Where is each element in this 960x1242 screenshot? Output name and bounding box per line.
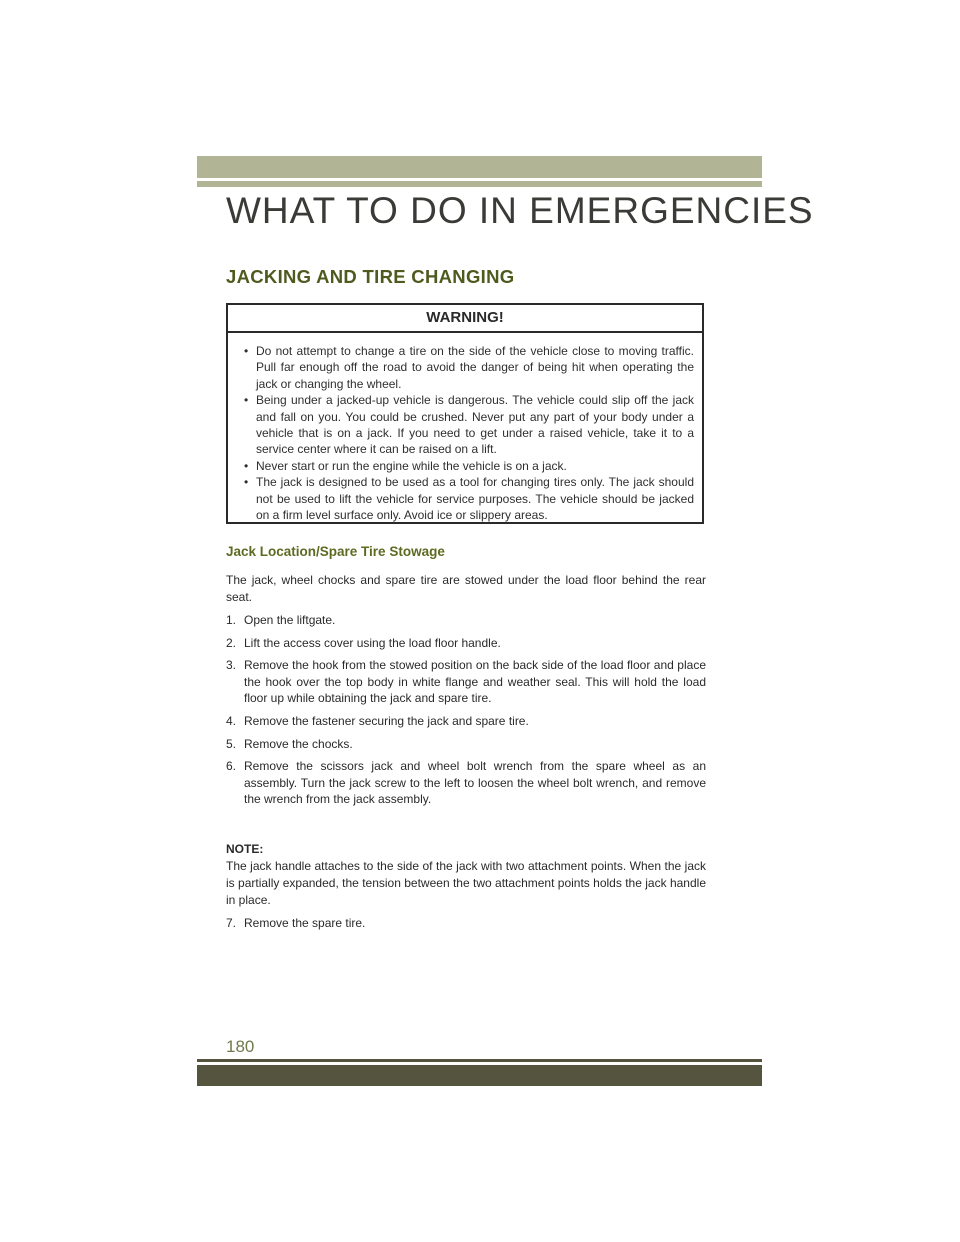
warning-list: [228, 333, 702, 523]
step-item: [226, 758, 706, 808]
step-number: 3.: [226, 658, 237, 673]
note-label: NOTE:: [226, 842, 264, 856]
page-number: 180: [226, 1037, 255, 1056]
warning-item-text: Being under a jacked-up vehicle is dangerous. The vehicle could slip off the jack and fall on you. You could be crushed. Never put any part of your body under a vehicle that is on a jack. If you need to get under a raised vehicle, take it to a service center where it can be raised on a lift.: [256, 393, 694, 457]
step-number: 1.: [226, 613, 237, 627]
step-number: 7.: [226, 916, 237, 930]
header-bar: [197, 156, 762, 178]
bullet-icon: •: [244, 475, 249, 490]
steps-list-continued: [226, 915, 706, 938]
warning-item-text: Do not attempt to change a tire on the side of the vehicle close to moving traffic. Pull far enough off the road to avoid the danger of being hit when operating the jack or changing the wheel.: [256, 344, 694, 391]
step-item: [226, 736, 706, 753]
step-number: 2.: [226, 635, 237, 650]
warning-item-text: Never start or run the engine while the vehicle is on a jack.: [256, 458, 567, 473]
step-text: Open the liftgate.: [244, 613, 336, 627]
step-number: 5.: [226, 736, 237, 751]
step-item: [226, 713, 706, 730]
warning-box: [226, 303, 704, 524]
step-item: [226, 915, 706, 932]
step-number: 4.: [226, 714, 237, 729]
footer-rule: [197, 1059, 762, 1062]
step-item: [226, 612, 706, 629]
step-text: Lift the access cover using the load floor handle.: [244, 635, 501, 650]
step-text: Remove the fastener securing the jack and spare tire.: [244, 714, 529, 729]
step-item: [226, 657, 706, 707]
step-text: Remove the scissors jack and wheel bolt wrench from the spare wheel as an assembly. Turn the jack screw to the left to loosen the wheel bolt wrench, and remove the wrench from the jack assembly.: [244, 759, 706, 807]
step-text: Remove the spare tire.: [244, 916, 366, 930]
note-text: The jack handle attaches to the side of the jack with two attachment points. When the jack is partially expanded, the tension between the two attachment points holds the jack handle in place.: [226, 859, 706, 907]
header-rule: [197, 181, 762, 187]
bullet-icon: •: [244, 458, 249, 473]
step-item: [226, 635, 706, 652]
warning-item: [244, 458, 694, 474]
intro-paragraph: The jack, wheel chocks and spare tire are stowed under the load floor behind the rear seat.: [226, 573, 706, 604]
warning-title: WARNING!: [228, 305, 702, 333]
warning-item-text: The jack is designed to be used as a tool for changing tires only. The jack should not be used to lift the vehicle for service purposes. The vehicle should be jacked on a firm level surface only. Avoid ice or slippery areas.: [256, 475, 694, 523]
steps-list: [226, 612, 706, 814]
bullet-icon: •: [244, 393, 249, 408]
step-number: 6.: [226, 759, 237, 774]
chapter-title: WHAT TO DO IN EMERGENCIES: [226, 190, 814, 231]
step-text: Remove the hook from the stowed position on the back side of the load floor and place the hook over the top body in white flange and weather seal. This will hold the load floor up while obtaining the jack and spare tire.: [244, 658, 706, 706]
warning-item: [244, 343, 694, 392]
bullet-icon: •: [244, 344, 249, 358]
section-heading: JACKING AND TIRE CHANGING: [226, 266, 515, 287]
subsection-heading: Jack Location/Spare Tire Stowage: [226, 544, 445, 559]
warning-item: [244, 392, 694, 458]
step-text: Remove the chocks.: [244, 736, 353, 751]
warning-item: [244, 474, 694, 523]
footer-bar: [197, 1065, 762, 1086]
